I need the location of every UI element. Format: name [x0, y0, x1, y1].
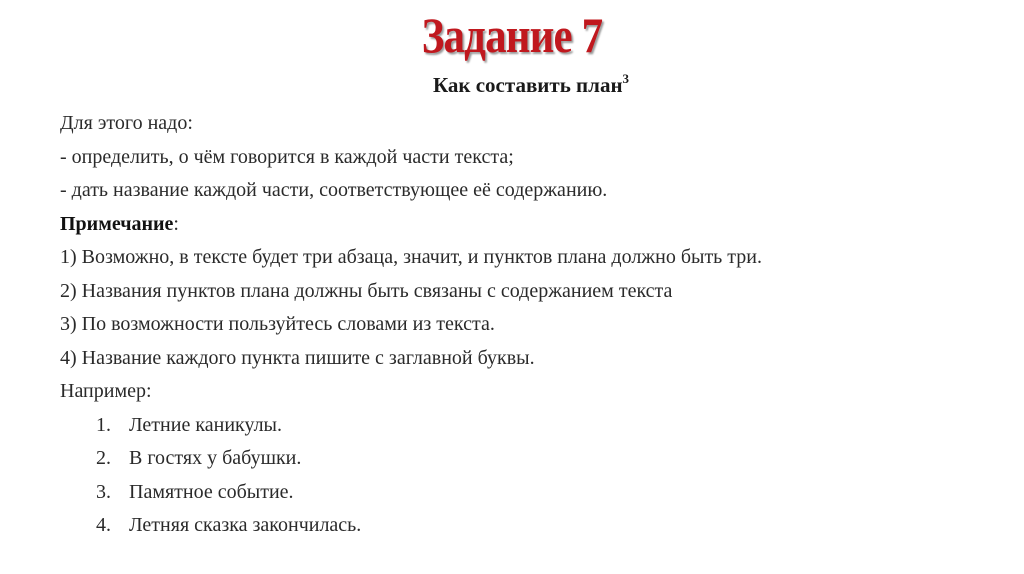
step-line: - определить, о чём говорится в каждой части текста;: [60, 145, 514, 168]
list-item-text: Памятное событие.: [129, 480, 294, 503]
list-item-text: В гостях у бабушки.: [129, 447, 302, 469]
note-line: 1) Возможно, в тексте будет три абзаца, значит, и пунктов плана должно быть три.: [60, 246, 762, 268]
list-item: [60, 409, 1000, 443]
list-item-number: 2.: [96, 447, 111, 469]
footnote-marker: 3: [622, 71, 630, 86]
list-item-number: 4.: [96, 514, 111, 536]
example-heading: Например:: [60, 380, 152, 402]
note-line: 2) Названия пунктов плана должны быть связаны с содержанием текста: [60, 279, 673, 302]
list-item-text: Летние каникулы.: [129, 413, 282, 436]
note-line: 4) Название каждого пункта пишите с заглавной буквы.: [60, 346, 535, 369]
step-line: - дать название каждой части, соответствующее её содержанию.: [60, 179, 608, 201]
list-item: [60, 476, 1000, 510]
list-item: [60, 509, 1000, 543]
note-colon: :: [173, 212, 179, 235]
document-body: [60, 107, 1000, 543]
intro-line: Для этого надо:: [60, 112, 193, 134]
list-item-text: Летняя сказка закончилась.: [129, 514, 362, 536]
list-item-number: 1.: [96, 413, 111, 436]
example-list: [60, 409, 1000, 543]
page-title: Задание 7: [421, 7, 603, 63]
list-item: [60, 442, 1000, 476]
subtitle-text: Как составить план: [432, 73, 623, 97]
subtitle: [0, 71, 1024, 98]
note-heading: [60, 208, 1000, 242]
note-label: Примечание: [60, 212, 174, 235]
note-line: 3) По возможности пользуйтесь словами из текста.: [60, 313, 495, 335]
list-item-number: 3.: [96, 480, 111, 503]
